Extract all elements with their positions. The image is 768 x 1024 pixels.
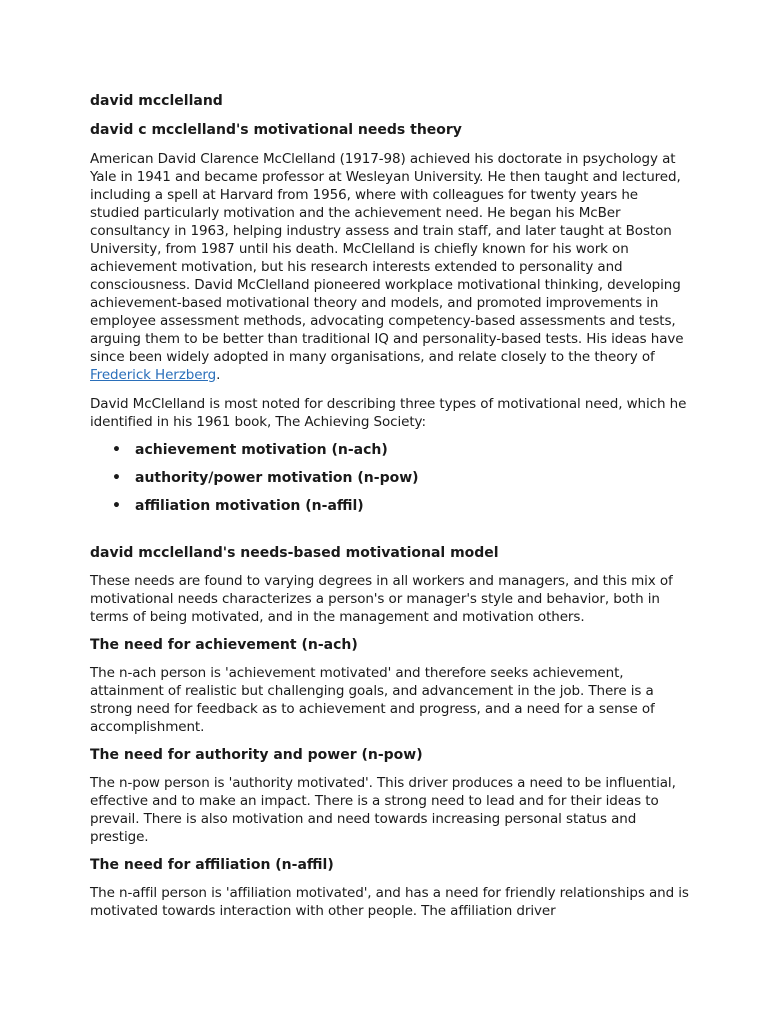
power-paragraph: The n-pow person is 'authority motivated'. This driver produces a need to be influential, effective and to make an impact. There is a strong need to lead and for their ideas to prevail. There is also motivation and need towards increasing personal status and prestige. — [90, 775, 676, 845]
section-heading-theory: david c mcclelland's motivational needs theory — [90, 122, 462, 138]
three-needs-intro: David McClelland is most noted for describing three types of motivational need, which he identified in his 1961 book, The Achieving Society: — [90, 396, 687, 430]
achievement-paragraph: The n-ach person is 'achievement motivated' and therefore seeks achievement, attainment of realistic but challenging goals, and advancement in the job. There is a strong need for feedback as to achievement and progress, and a need for a sense of accomplishment. — [90, 665, 655, 735]
frederick-herzberg-link[interactable]: Frederick Herzberg — [90, 367, 217, 383]
section-heading-achievement: The need for achievement (n-ach) — [90, 637, 358, 653]
list-item — [90, 469, 690, 497]
affiliation-paragraph: The n-affil person is 'affiliation motivated', and has a need for friendly relationships and is motivated towards interaction with other people. The affiliation driver — [90, 885, 689, 919]
section-heading-power: The need for authority and power (n-pow) — [90, 747, 423, 763]
section-heading-model: david mcclelland's needs-based motivational model — [90, 545, 499, 561]
bullet-icon: • — [112, 442, 121, 458]
page-title: david mcclelland — [90, 93, 223, 109]
list-item — [90, 497, 690, 525]
bullet-icon: • — [112, 498, 121, 514]
list-item-label: affiliation motivation (n-affil) — [135, 498, 364, 514]
section-heading-affiliation: The need for affiliation (n-affil) — [90, 857, 334, 873]
needs-list — [90, 441, 690, 525]
list-item-label: achievement motivation (n-ach) — [135, 442, 388, 458]
model-paragraph: These needs are found to varying degrees in all workers and managers, and this mix of motivational needs characterizes a person's or manager's style and behavior, both in terms of being motivated, and in the management and motivation others. — [90, 573, 673, 625]
list-item — [90, 441, 690, 469]
intro-text-end: . — [216, 367, 221, 383]
document-page — [90, 92, 690, 920]
bullet-icon: • — [112, 470, 121, 486]
intro-paragraph — [90, 150, 690, 384]
intro-text: American David Clarence McClelland (1917-98) achieved his doctorate in psychology at Yale in 1941 and became professor at Wesleyan University. He then taught and lectured, including a spell at Harvard from 1956, where with colleagues for twenty years he studied particularly motivation and the achievement need. He began his McBer consultancy in 1963, helping industry assess and train staff, and later taught at Boston University, from 1987 until his death. McClelland is chiefly known for his work on achievement motivation, but his research interests extended to personality and consciousness. David McClelland pioneered workplace motivational thinking, developing achievement-based motivational theory and models, and promoted improvements in employee assessment methods, advocating competency-based assessments and tests, arguing them to be better than traditional IQ and personality-based tests. His ideas have since been widely adopted in many organisations, and relate closely to the theory of — [90, 151, 684, 365]
list-item-label: authority/power motivation (n-pow) — [135, 470, 419, 486]
